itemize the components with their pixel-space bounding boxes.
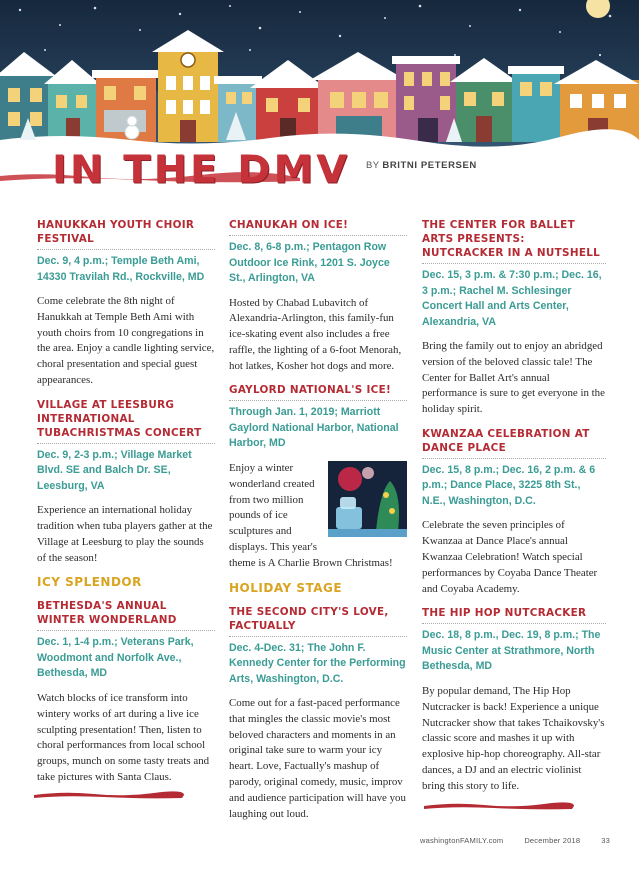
event-description: By popular demand, The Hip Hop Nutcracker is back! Experience a unique Nutcracker show that takes Tchaikovsky's classic score and mashes it up with explosive hip-hop choreography. All-star dances, a DJ and an electric violinist bring this story to life.: [422, 684, 605, 792]
event-hip-hop-nutcracker: [422, 606, 606, 794]
event-details: Dec. 4-Dec. 31; The John F. Kennedy Center for the Performing Arts, Washington, D.C.: [229, 641, 406, 685]
event-details: Dec. 15, 3 p.m. & 7:30 p.m.; Dec. 16, 3 p.m.; Rachel M. Schlesinger Concert Hall and Arts Center, Alexandria, VA: [422, 269, 602, 328]
event-description: Watch blocks of ice transform into wintery works of art during a live ice sculpting presentation! Then, listen to choral performances from local school groups, munch on some tasty treats and take pictures with Santa Claus.: [37, 691, 210, 783]
brush-stroke-decoration: [424, 801, 574, 811]
event-title: GAYLORD NATIONAL'S ICE!: [229, 383, 407, 401]
section-heading-holiday-stage: HOLIDAY STAGE: [229, 580, 343, 595]
byline: [366, 160, 477, 171]
event-kwanzaa-celebration: [422, 427, 606, 597]
byline-author: BRITNI PETERSEN: [382, 160, 477, 171]
page-footer: [420, 836, 610, 845]
page-title: IN THE DMV: [52, 148, 351, 192]
event-description: Hosted by Chabad Lubavitch of Alexandria-Arlington, this family-fun ice-skating event also includes a free raffle, the lighting of a 6-foot Menorah, hot latkes, Kosher hot dogs and more.: [229, 296, 402, 372]
event-description-wrap: [229, 461, 407, 572]
footer-issue: December 2018: [524, 836, 581, 845]
event-details: Dec. 15, 8 p.m.; Dec. 16, 2 p.m. & 6 p.m.; Dance Place, 3225 8th St., N.E., Washington, D.C.: [422, 463, 596, 507]
column-3: [422, 218, 606, 804]
event-title: VILLAGE AT LEESBURG INTERNATIONAL TUBACHRISTMAS CONCERT: [37, 398, 215, 444]
event-details: Through Jan. 1, 2019; Marriott Gaylord National Harbor, National Harbor, MD: [229, 406, 399, 450]
byline-prefix: BY: [366, 160, 380, 171]
event-title: CHANUKAH ON ICE!: [229, 218, 407, 236]
event-title: BETHESDA'S ANNUAL WINTER WONDERLAND: [37, 599, 215, 631]
column-1: [37, 218, 215, 795]
event-love-factually: [229, 605, 407, 823]
event-description: Experience an international holiday tradition when tuba players gather at the Village at Leesburg to play the sounds of the season!: [37, 504, 213, 564]
event-title: HANUKKAH YOUTH CHOIR FESTIVAL: [37, 218, 215, 250]
section-heading-icy-splendor: ICY SPLENDOR: [37, 575, 142, 590]
event-description: Enjoy a winter wonderland created from two million pounds of ice sculptures and displays. This year's theme is A Charlie Brown Christmas!: [229, 461, 393, 569]
event-title: THE CENTER FOR BALLET ARTS PRESENTS: NUTCRACKER IN A NUTSHELL: [422, 218, 606, 264]
event-details: Dec. 18, 8 p.m., Dec. 19, 8 p.m.; The Music Center at Strathmore, North Bethesda, MD: [422, 629, 601, 673]
event-details: Dec. 8, 6-8 p.m.; Pentagon Row Outdoor Ice Rink, 1201 S. Joyce St., Arlington, VA: [229, 241, 390, 284]
event-title: THE HIP HOP NUTCRACKER: [422, 606, 606, 624]
event-details: Dec. 1, 1-4 p.m.; Veterans Park, Woodmont and Norfolk Ave., Bethesda, MD: [37, 636, 194, 680]
ice-sculpture-photo: [328, 461, 407, 537]
event-hanukkah-youth-choir: [37, 218, 215, 389]
event-details: Dec. 9, 4 p.m.; Temple Beth Ami, 14330 Travilah Rd., Rockville, MD: [37, 255, 205, 283]
event-tubachristmas: [37, 398, 215, 567]
event-chanukah-on-ice: [229, 218, 407, 374]
event-title: THE SECOND CITY'S LOVE, FACTUALLY: [229, 605, 407, 637]
event-winter-wonderland: [37, 599, 215, 785]
event-description: Celebrate the seven principles of Kwanzaa at Dance Place's annual Kwanzaa Celebration! Watch special performances by Coyaba Dance Theater and Coyaba Academy.: [422, 519, 598, 595]
ice-display-image: [328, 461, 407, 537]
footer-page-number: 33: [601, 836, 610, 845]
event-description: Come out for a fast-paced performance that mingles the classic movie's most beloved characters and moments in an original take sure to warm your icy heart. Love, Factually's mashup of parody, original comedy, music, improv and audience participation will have you laughing out loud.: [229, 697, 406, 820]
event-title: KWANZAA CELEBRATION AT DANCE PLACE: [422, 427, 606, 459]
footer-site: washingtonFAMILY.com: [420, 836, 504, 845]
event-details: Dec. 9, 2-3 p.m.; Village Market Blvd. SE and Balch Dr. SE, Leesburg, VA: [37, 448, 192, 492]
column-2: [229, 218, 407, 831]
event-description: Bring the family out to enjoy an abridged version of the beloved classic tale! The Center for Ballet Art's annual performance is sure to get everyone in the holiday spirit.: [422, 340, 605, 416]
event-nutcracker-in-a-nutshell: [422, 218, 606, 418]
event-gaylord-ice: [229, 383, 407, 571]
brush-stroke-decoration: [34, 790, 184, 800]
event-description: Come celebrate the 8th night of Hanukkah at Temple Beth Ami with youth choirs from 10 congregations in the area. Enjoy a candle lighting service, choral presentation and special guest appearances.: [37, 295, 215, 386]
